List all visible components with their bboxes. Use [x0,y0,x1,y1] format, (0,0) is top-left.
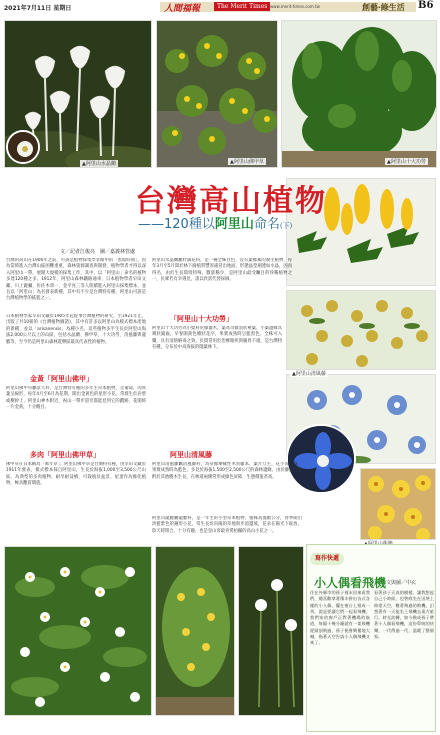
photo-white-flowers [4,546,152,716]
sidebar-author: 文與圖／中玄 [386,580,417,586]
body-col2-b: 阿里山十大功勞為小檗科常綠灌木，葉為奇數羽狀複葉，小葉邊緣具刺狀鋸齒，早春開黃色總狀花序，果實成熟時呈藍黑色，全株可入藥，具有清熱解毒之效，民間常用於治療眼疾與腸胃不適，是台灣特有種，分布於中高海拔的闊葉林下。 [152,326,282,351]
photo-white-small [238,546,304,716]
body-col1-d: 佛甲草在日本稱為「萬年草」，阿里山佛甲草是台灣特有種，由早田文藏於1911年發表，模式標本採自阿里山，生長於海拔1,000至3,500公尺山區，為典型的多肉植物，耐旱耐貧瘠，可栽植於盆景、屋頂作為綠化植物，極具觀賞價值。 [6,462,146,487]
body-col1-c: 阿里山佛甲草屬景天科，是台灣特有種的多年生草本植物，莖匍匐，肉質葉呈線形，每年4月至6月為花期，開出金黃色的星形小花，常群生於岩壁或樹幹上，阿里山神木附近、祝山一帶步道旁都能見到它的蹤跡，花開時一片金黃，十分醒目。 [6,386,146,411]
photo-mahonia [281,20,437,168]
article-subtitle [138,213,292,232]
sidebar-col1: 住在外縣市的孫子週末回來看我們，總喜歡拿著積木拼出各式各樣的小人偶，擺在窗台上排成一列，說是要讓它們一起看飛機。我們家的窗戶正對著機場的航道，每隔十幾分鐘就有一架飛機從頭頂飛過，孫子便會興奮地大喊，指著天空告訴小人偶飛機又來了。 [310,590,370,646]
subhead-mahonia: 「阿里山十大功勞」 [170,315,233,323]
page-number: B6 [418,0,434,11]
subtitle-prefix: ——120種以 [138,217,215,232]
photo-sabia [286,290,436,370]
photo-yellow-flowers [360,468,436,540]
body-col2-c: 阿里山清風藤屬清風藤科，為常綠攀緣性木質藤本，葉片互生，花小而淡綠，果實成熟時為藍色，多見於海拔1,500至2,500公尺的森林邊緣，由於藤蔓可攀附於其他樹木生長，在林道兩側常形成綠色屏障，生態價值甚高。 [152,462,302,480]
caption-monotropa-text: 阿里山水晶蘭 [85,161,116,167]
photo-monotropa-inset [6,130,40,164]
caption-sedum-text: 阿里山佛甲草 [233,159,264,165]
subtitle-part: (下) [279,222,293,230]
photo-yellow-cluster [155,546,235,716]
page-header [0,0,440,14]
subtitle-highlight: 阿里山 [214,217,254,232]
newspaper-logo-en: The Merit Times [214,2,270,11]
yellow-flowers-illustration [361,469,436,540]
body-col1-b: 日本植物學家早田文藏於1905年起從事台灣植物的研究，至1921年止，出版了共10冊的《台灣植物圖譜》，其中有許多以阿里山為模式標本產地的新種，並以「arisanensis」為種小名，這些植物多半生長於阿里山海拔2,000公尺以上的山區，包括水晶蘭、佛甲草、十大功勞、清風藤與龍膽等，至今仍是阿里山森林遊樂區最具代表性的植物。 [6,314,146,345]
sedum-illustration [157,21,278,168]
body-col2-d: 阿里山龍膽屬龍膽科，是一年生的小型草本植物，植株高僅數公分，春季開出淡藍紫色的鐘形小花，常生長於向陽的草地與步道邊坡，花朵在陽光下綻放，陰天時閉合，十分有趣，也是登山客最喜愛拍攝的高山小花之一。 [152,516,302,534]
body-col2-a: 阿里山水晶蘭屬杜鵑花科，是一種全株白色、沒有葉綠素的腐生植物，每年3月至5月間於林下腐植質豐厚處冒出地面，形態晶瑩剔透如水晶，因而得名，由於生長環境特殊，數量稀少，是阿里山最受矚目的珍稀植物之一，民眾若有幸遇見，請以欣賞代替採摘。 [152,258,292,283]
mahonia-illustration [282,21,437,168]
yellow-cluster-illustration [156,547,235,716]
caption-sabia: ▲阿里山清風藤 [292,371,326,377]
sidebar-badge: 寫作快遞 [310,553,344,565]
newspaper-logo: 人間福報 [164,4,201,14]
caption-mahonia: ▲阿里山十大功勞 [387,159,426,165]
subhead-sedum-succulent: 多肉「阿里山佛甲草」 [30,451,100,459]
photo-sedum [156,20,278,168]
caption-mahonia-text: 阿里山十大功勞 [390,159,426,165]
caption-sedum: ▲阿里山佛甲草 [230,159,264,165]
body-col1-a: 台灣的高山在1906年之前，可說是植物採集學者眼中的「黑暗時期」，因為當時進入台灣山區困難重重，森林資源調查與開發，植物學者才得以深入阿里山一帶，展開大規模的採集工作，其中，以「阿里山」命名的植物多達120種之多。1912年，阿里山森林鐵路通車，日本植物學者早田文藏、川上瀧彌、佐佐木舜一、金平亮三等人陸續進入阿里山採集標本，並且以「阿里山」為名發表新種，其中有不少是台灣特有種，阿里山可說是台灣植物學的搖籃之一。 [6,258,146,302]
issue-date: 2021年7月11日 星期日 [4,5,72,12]
sabia-illustration [287,291,436,370]
caption-sabia-text: 阿里山清風藤 [295,371,326,377]
white-small-illustration [239,547,304,716]
subhead-sabia: 阿里山清風藤 [170,451,212,459]
sidebar-title: 小人偶看飛機 [314,576,387,590]
article-byline: 文／記者江俊亮 圖／嘉義林管處 [60,249,136,255]
subhead-sedum-gold: 金黃「阿里山佛甲」 [30,375,93,383]
caption-monotropa: ▲阿里山水晶蘭 [82,161,116,167]
section-name: 創藝‧綠生活 [362,3,405,12]
sidebar-col2: 看著孩子天真的模樣，讓我想起自己小時候，也曾經坐在田埂上仰望天空，數著飛過的飛機，幻想著有一天能坐上飛機去遠方旅行。時光流轉，如今換成孫子帶著小人偶看飛機，這份單純的快樂，一代傳過一代，溫暖了整個家。 [374,590,434,640]
article-title: 台灣高山植物 [135,184,327,219]
site-url: www.merit-times.com.tw [270,4,320,9]
subtitle-suffix: 命名 [253,217,280,232]
white-flowers-illustration [5,547,152,716]
